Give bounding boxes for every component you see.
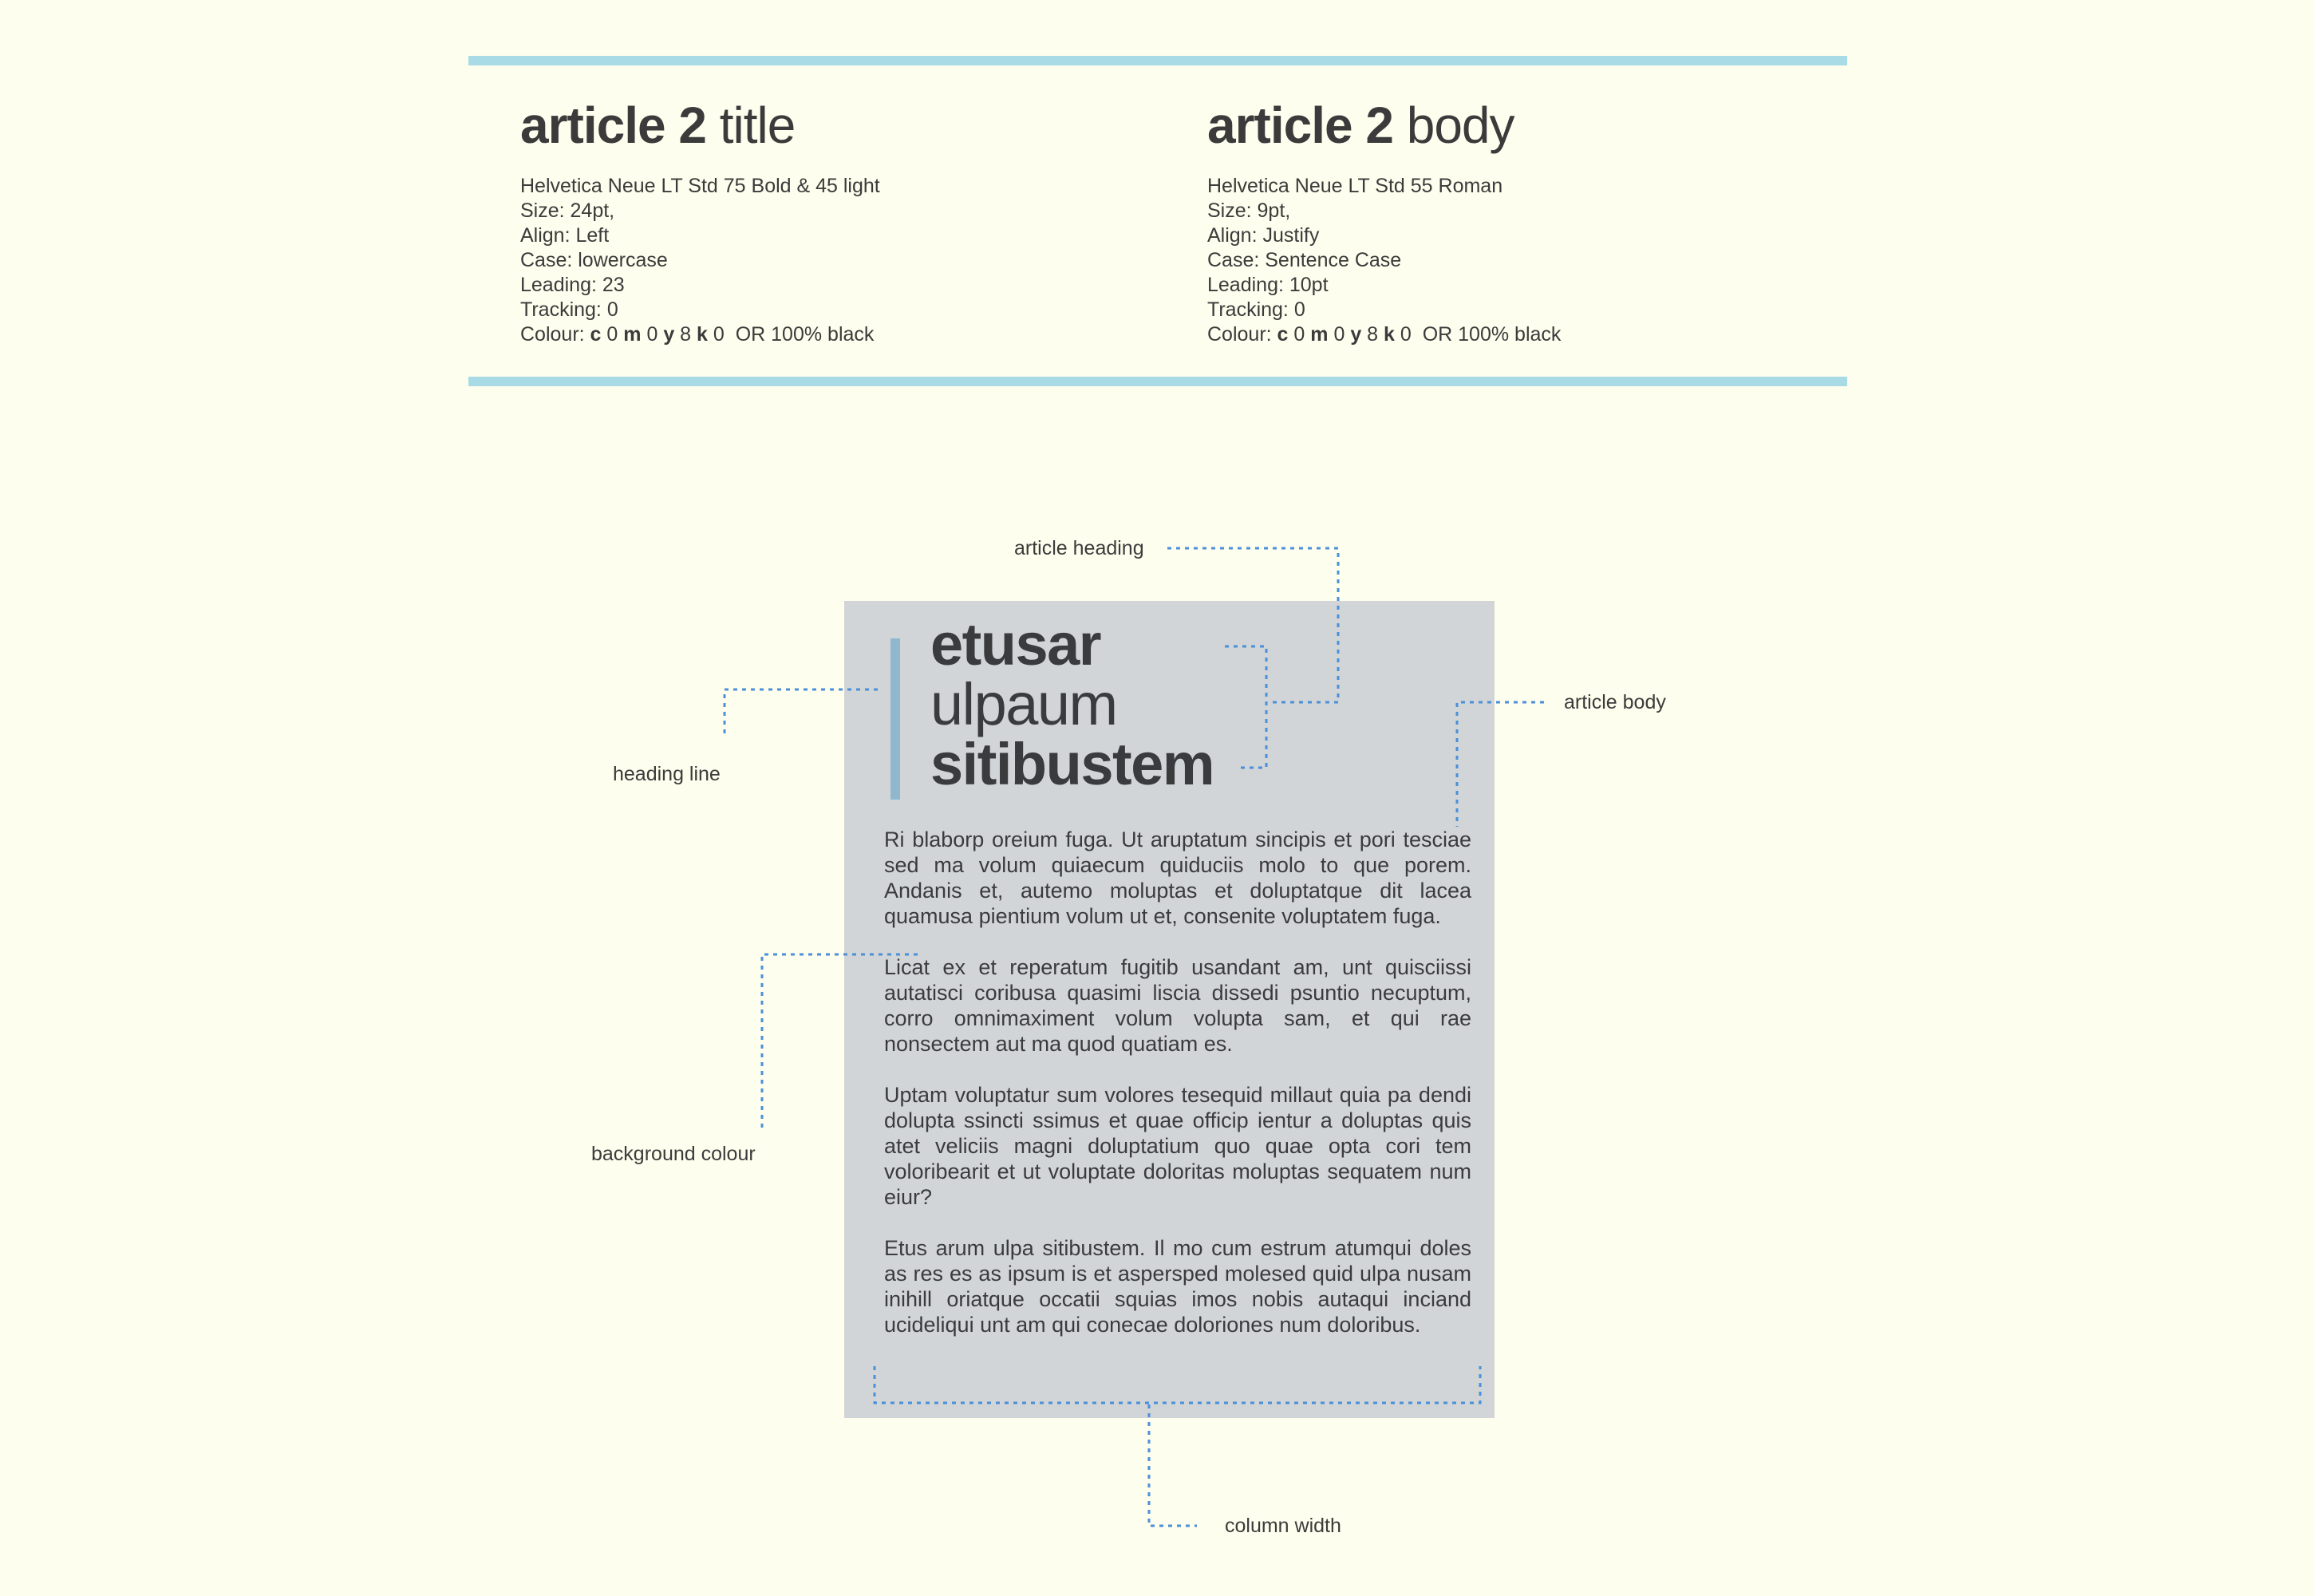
spec-line: Align: Justify (1207, 224, 1320, 247)
annotation-column-width: column width (1225, 1515, 1341, 1537)
body-paragraph: Etus arum ulpa sitibustem. Il mo cum estrum atumqui doles as res es as ipsum is et aspersped molesed quid ulpa nusam inihill oriatque occatii squias imos nobis autaqui inciand ucideliqui unt am qui conecae doloriones num doloribus. (884, 1236, 1471, 1337)
spec-body-heading-bold: article 2 (1207, 97, 1393, 154)
colour-m: m (623, 323, 642, 346)
colour-y-value: 8 (680, 323, 692, 346)
leader-column-width (1149, 1404, 1197, 1526)
spec-body-heading-light: body (1406, 97, 1514, 154)
colour-k-value: 0 (713, 323, 725, 346)
annotation-heading-line: heading line (613, 763, 721, 785)
leader-heading-line (725, 689, 878, 736)
spec-line: Helvetica Neue LT Std 55 Roman (1207, 175, 1503, 197)
spec-line: Size: 9pt, (1207, 200, 1291, 222)
spec-line: Size: 24pt, (520, 200, 615, 222)
leader-article-heading (1167, 548, 1338, 702)
colour-y: y (1350, 323, 1362, 346)
colour-c: c (1277, 323, 1289, 346)
spec-line: Leading: 23 (520, 274, 625, 296)
colour-k-value: 0 (1400, 323, 1412, 346)
heading-line-3: sitibustem (930, 731, 1214, 797)
spec-line: Case: lowercase (520, 249, 668, 271)
colour-y-value: 8 (1367, 323, 1379, 346)
spec-line: Tracking: 0 (1207, 298, 1305, 321)
colour-label: Colour: (1207, 323, 1272, 346)
spec-title-heading-light: title (719, 97, 796, 154)
annotation-article-heading: article heading (1014, 537, 1144, 559)
colour-or-black: OR 100% black (735, 323, 875, 346)
spec-title-heading-bold: article 2 (520, 97, 706, 154)
colour-c-value: 0 (1293, 323, 1305, 346)
leader-article-body (1457, 702, 1544, 827)
colour-c: c (590, 323, 602, 346)
annotation-article-body: article body (1564, 691, 1666, 713)
heading-line-2: ulpaum (930, 671, 1117, 737)
spec-line: Helvetica Neue LT Std 75 Bold & 45 light (520, 175, 880, 197)
colour-k: k (1384, 323, 1395, 346)
leader-background-colour (762, 954, 918, 1128)
colour-m-value: 0 (646, 323, 658, 346)
colour-y: y (663, 323, 675, 346)
colour-c-value: 0 (606, 323, 618, 346)
colour-or-black: OR 100% black (1422, 323, 1562, 346)
leader-heading-bracket (1225, 646, 1266, 768)
colour-m-value: 0 (1333, 323, 1345, 346)
heading-line-1: etusar (930, 611, 1101, 678)
spec-line: Align: Left (520, 224, 610, 247)
spec-line: Case: Sentence Case (1207, 249, 1402, 271)
colour-k: k (697, 323, 708, 346)
spec-line: Tracking: 0 (520, 298, 618, 321)
colour-label: Colour: (520, 323, 585, 346)
spec-line: Leading: 10pt (1207, 274, 1329, 296)
annotation-background-colour: background colour (591, 1143, 756, 1165)
colour-m: m (1310, 323, 1329, 346)
leader-column-width-bracket (875, 1366, 1480, 1403)
body-paragraph: Ri blaborp oreium fuga. Ut aruptatum sincipis et pori tesciae sed ma volum quiaecum quiduciis molo to que porem. Andanis et, autemo moluptas et doluptatque dit lacea quamusa pientium volum ut et, consenite voluptatem fuga. (884, 828, 1471, 928)
body-paragraph: Licat ex et reperatum fugitib usandant am, unt quisciissi autatisci coribusa quasimi liscia dissedi psuntio necuptum, corro omnimaximent volum volupta sam, et qui rae nonsectem aut ma quod quatiam es. (884, 955, 1471, 1056)
body-paragraph: Uptam voluptatur sum volores tesequid millaut quia pa dendi dolupta ssincti ssimus et quae officip ientur a doluptas quis atet veliciis magni doluptatium quo quae opta cori tem voloribearit et ut voluptate doloritas moluptas sequatem num eiur? (884, 1083, 1471, 1209)
